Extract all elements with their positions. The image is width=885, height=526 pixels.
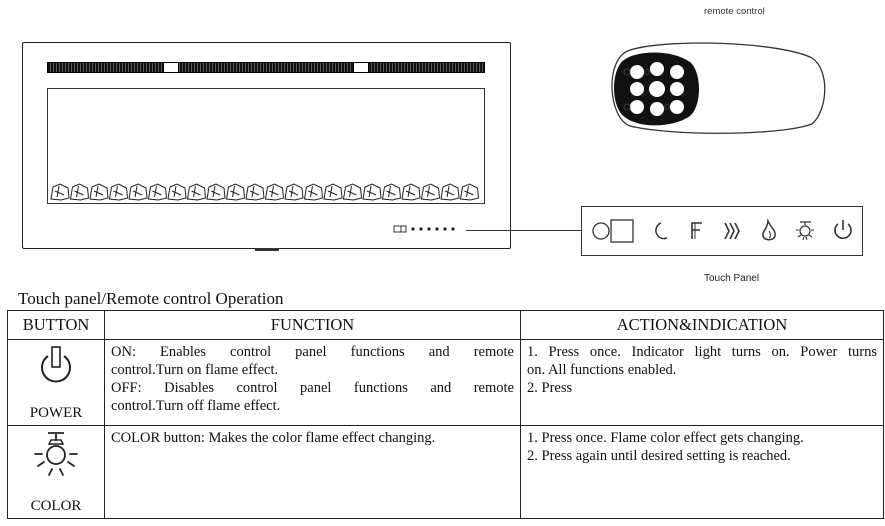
button-name: COLOR	[30, 498, 82, 514]
touch-panel	[581, 206, 863, 256]
table-header-row	[8, 311, 884, 340]
fahrenheit-icon[interactable]	[692, 223, 702, 239]
function-cell	[105, 426, 521, 519]
leader-line	[466, 230, 582, 231]
function-line: COLOR button: Makes the color flame effect changing.	[111, 430, 436, 446]
header-action: ACTION&INDICATION	[521, 311, 884, 340]
power-icon	[36, 344, 76, 388]
function-line: control.Turn on flame effect.	[111, 362, 279, 378]
table-row	[8, 426, 884, 519]
moon-icon[interactable]	[656, 223, 667, 239]
touch-panel-label: Touch Panel	[704, 273, 760, 284]
table-row	[8, 340, 884, 426]
function-cell	[105, 340, 521, 426]
function-line: ON: Enables control panel functions and remote	[111, 344, 514, 360]
action-line: on. All functions enabled.	[527, 362, 677, 378]
remote-control-label: remote control	[704, 6, 765, 17]
fireplace-foot	[255, 248, 279, 251]
power-button-cell	[8, 340, 105, 426]
section-caption: Touch panel/Remote control Operation	[18, 289, 284, 308]
heat-icon[interactable]	[725, 223, 739, 239]
action-cell	[521, 340, 884, 426]
operation-table	[7, 310, 884, 519]
color-button-cell	[8, 426, 105, 519]
timer-mode-icon[interactable]	[593, 220, 633, 242]
action-line: 1. Press once. Flame color effect gets changing.	[527, 430, 804, 446]
heater-vent	[47, 62, 485, 73]
action-line: 2. Press	[527, 380, 573, 396]
function-line: control.Turn off flame effect.	[111, 398, 281, 414]
log-set	[49, 181, 483, 202]
header-function: FUNCTION	[105, 311, 521, 340]
color-bulb-icon[interactable]	[796, 222, 814, 240]
button-name: POWER	[29, 405, 83, 421]
color-bulb-icon	[31, 428, 81, 486]
flame-icon[interactable]	[763, 221, 775, 240]
action-line: 1. Press once. Indicator light turns on. Power turns	[527, 344, 877, 360]
function-line: OFF: Disables control panel functions and remote	[111, 380, 514, 396]
remote-control	[600, 40, 826, 135]
panel-indicator-dots	[393, 224, 483, 234]
action-cell	[521, 426, 884, 519]
header-button: BUTTON	[8, 311, 105, 340]
action-line: 2. Press again until desired setting is reached.	[527, 448, 791, 464]
power-icon[interactable]	[835, 220, 851, 238]
